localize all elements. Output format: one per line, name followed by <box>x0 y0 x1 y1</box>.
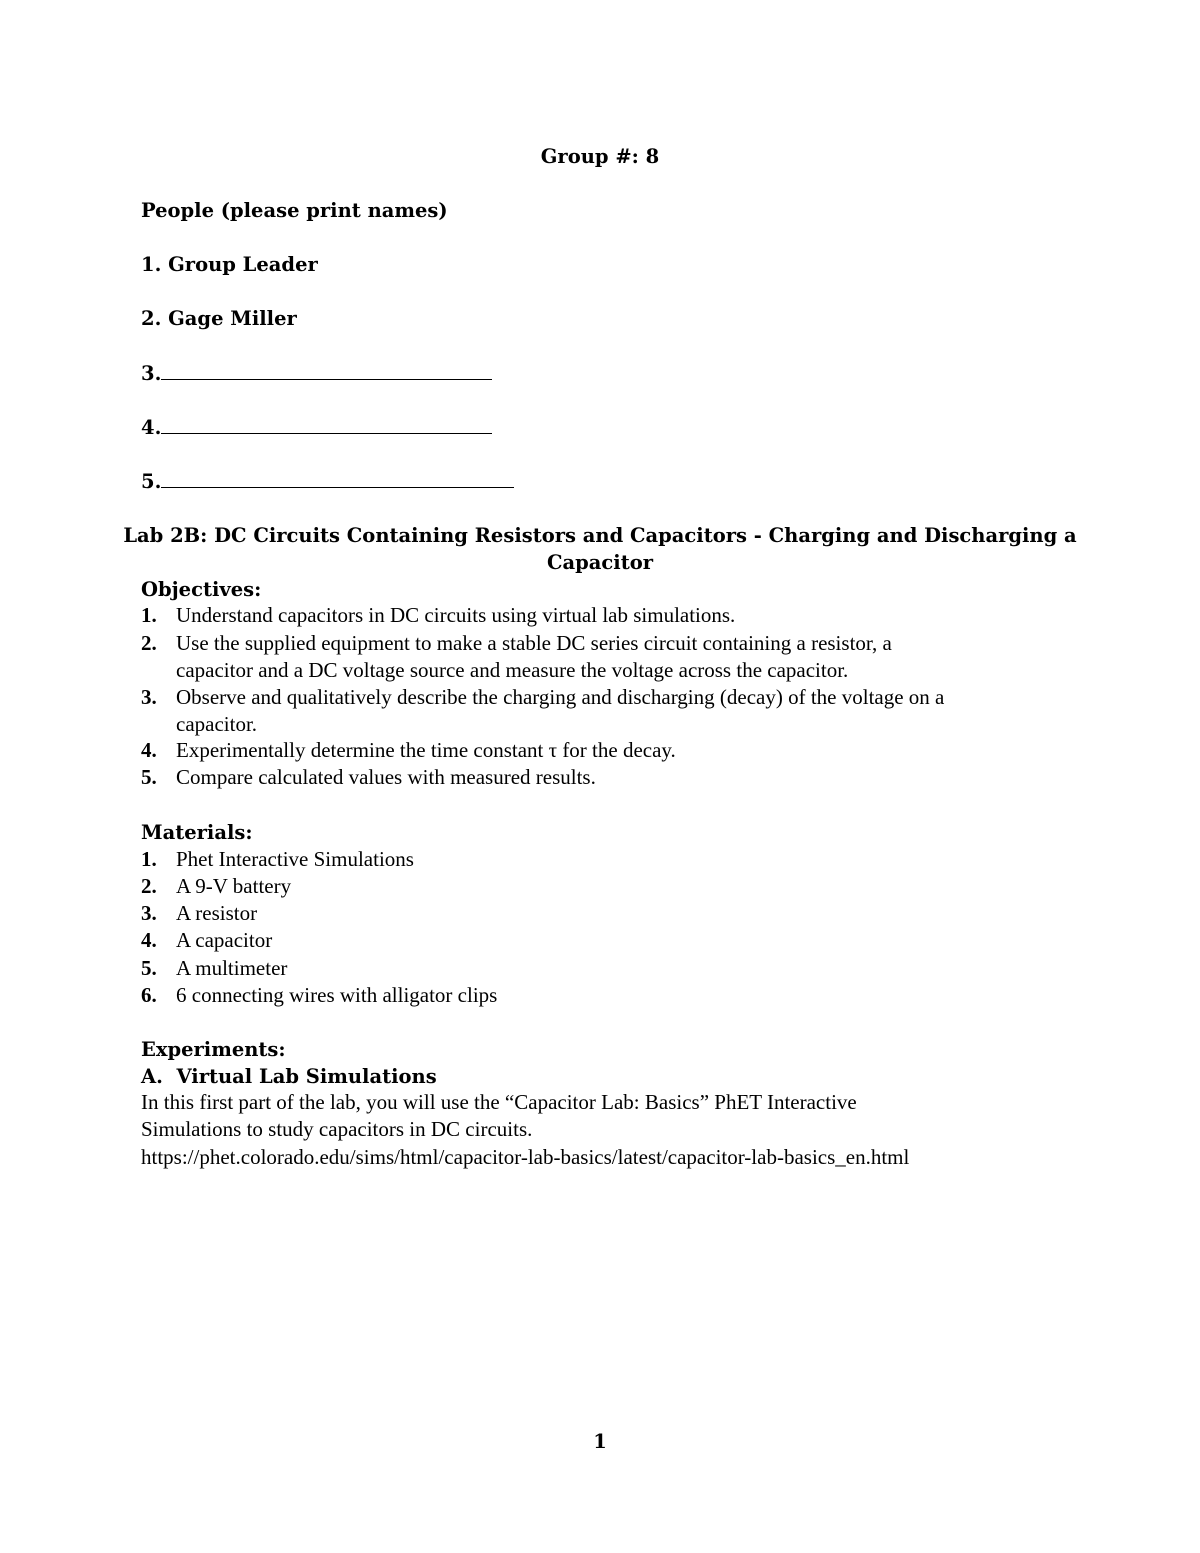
material-item-4: 4. A capacitor <box>141 928 273 952</box>
person-4-blank[interactable] <box>161 413 492 434</box>
objective-item-1: 1. Understand capacitors in DC circuits using virtual lab simulations. <box>141 603 736 627</box>
objective-item-2: 2. Use the supplied equipment to make a stable DC series circuit containing a resistor, a <box>141 631 892 655</box>
people-label: People (please print names) <box>141 199 448 222</box>
experiments-body-line-2: Simulations to study capacitors in DC circuits. <box>141 1117 533 1141</box>
simulation-url-link[interactable]: https://phet.colorado.edu/sims/html/capacitor-lab-basics/latest/capacitor-lab-basics_en.html <box>141 1145 910 1169</box>
objective-item-3-cont: capacitor. <box>176 712 258 736</box>
experiments-heading: Experiments: <box>141 1038 286 1061</box>
person-5-field <box>141 467 514 495</box>
person-3-blank[interactable] <box>161 359 492 380</box>
material-item-6: 6. 6 connecting wires with alligator clips <box>141 983 498 1007</box>
objective-item-3: 3. Observe and qualitatively describe the charging and discharging (decay) of the voltage on a <box>141 685 945 709</box>
lab-title-line-1: Lab 2B: DC Circuits Containing Resistors and Capacitors - Charging and Discharging a <box>123 524 1077 547</box>
group-number: Group #: 8 <box>540 145 660 168</box>
person-4-number: 4. <box>141 416 162 439</box>
person-5-blank[interactable] <box>161 467 514 488</box>
person-2: 2. Gage Miller <box>141 307 297 330</box>
objective-item-4: 4. Experimentally determine the time constant τ for the decay. <box>141 738 676 762</box>
objective-item-2-cont: capacitor and a DC voltage source and measure the voltage across the capacitor. <box>176 658 849 682</box>
material-item-2: 2. A 9-V battery <box>141 874 292 898</box>
person-5-number: 5. <box>141 470 162 493</box>
person-3-field <box>141 359 492 387</box>
person-1: 1. Group Leader <box>141 253 318 276</box>
objective-item-5: 5. Compare calculated values with measured results. <box>141 765 596 789</box>
materials-heading: Materials: <box>141 821 253 844</box>
person-4-field <box>141 413 492 441</box>
lab-title-line-2: Capacitor <box>547 551 653 574</box>
objectives-heading: Objectives: <box>141 578 262 601</box>
material-item-5: 5. A multimeter <box>141 956 288 980</box>
person-3-number: 3. <box>141 362 162 385</box>
experiments-body-line-1: In this first part of the lab, you will use the “Capacitor Lab: Basics” PhET Interactive <box>141 1090 857 1114</box>
material-item-1: 1. Phet Interactive Simulations <box>141 847 414 871</box>
section-a-heading: A. Virtual Lab Simulations <box>141 1065 437 1088</box>
material-item-3: 3. A resistor <box>141 901 258 925</box>
page-number: 1 <box>593 1430 607 1453</box>
